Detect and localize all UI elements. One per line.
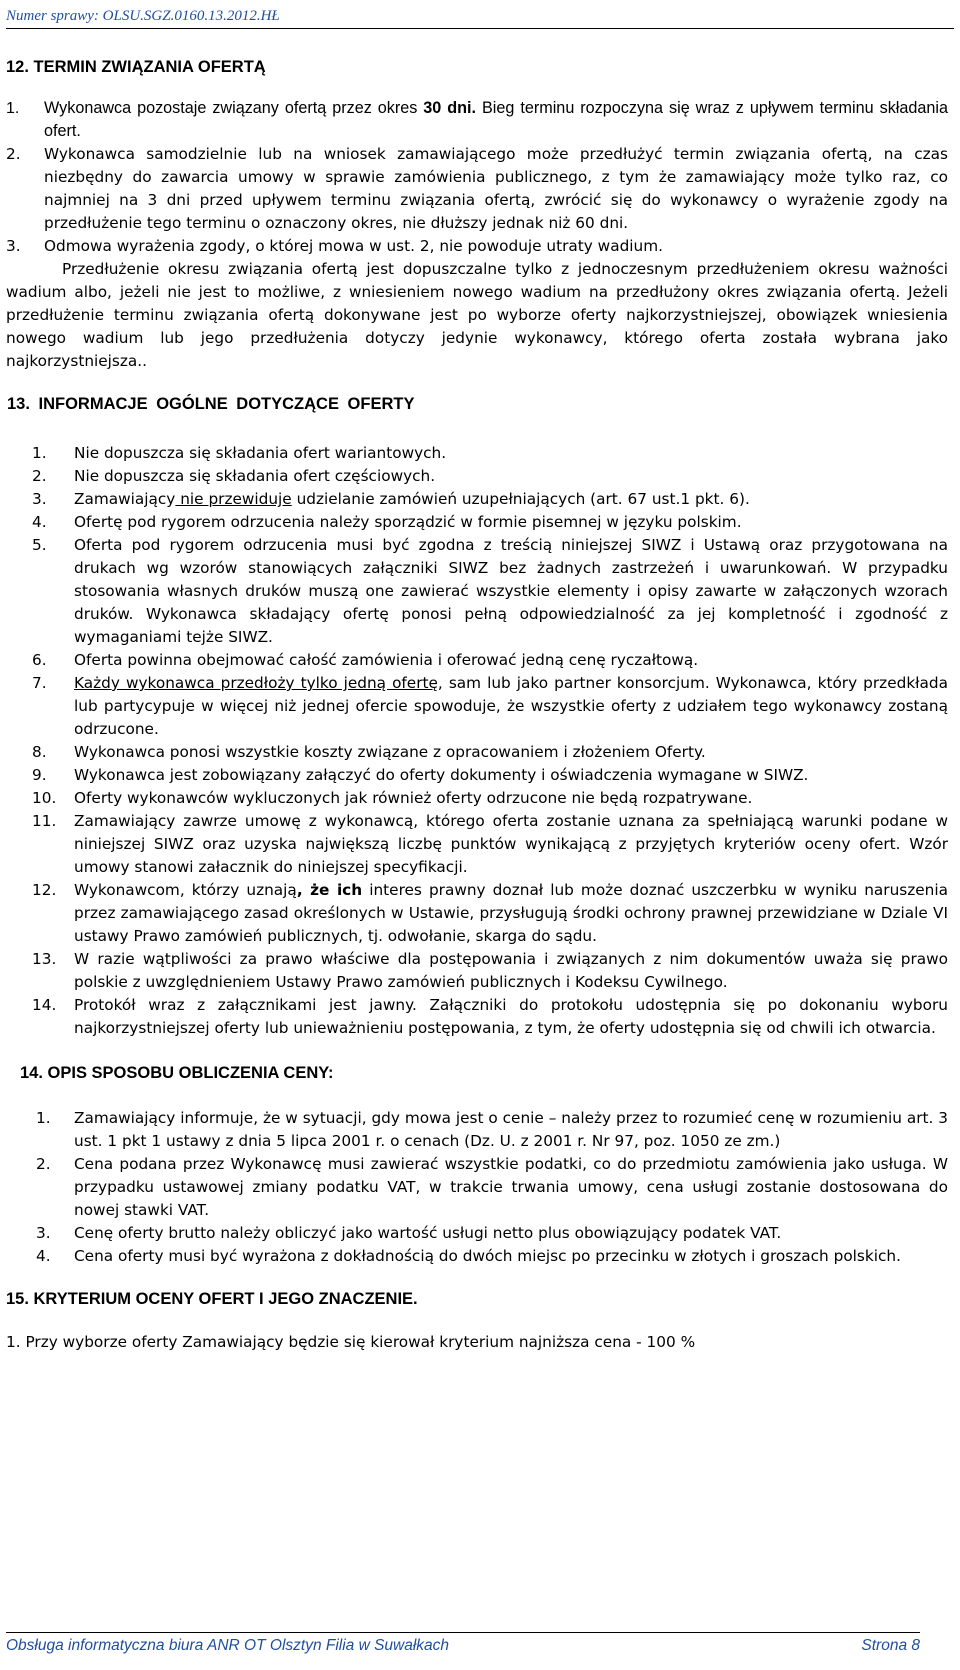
item-text: Odmowa wyrażenia zgody, o której mowa w ust. 2, nie powoduje utraty wadium. <box>44 237 663 255</box>
item-text-post: udzielanie zamówień uzupełniających (art. 67 ust.1 pkt. 6). <box>291 490 750 508</box>
item-text: Cenę oferty brutto należy obliczyć jako wartość usługi netto plus obowiązujący podatek VAT. <box>74 1224 782 1242</box>
item-number: 2. <box>6 145 21 163</box>
item-text: Ofertę pod rygorem odrzucenia należy sporządzić w formie pisemnej w języku polskim. <box>74 513 742 531</box>
item-text: Oferty wykonawców wykluczonych jak również oferty odrzucone nie będą rozpatrywane. <box>74 789 753 807</box>
section-13-list <box>6 442 948 1040</box>
item-number: 9. <box>32 766 47 784</box>
item-number: 10. <box>32 789 57 807</box>
item-text: Protokół wraz z załącznikami jest jawny. Załączniki do protokołu udostępnia się po dokonaniu wyboru najkorzystniejszej oferty lub unieważnieniu postępowania, z tym, że oferty udostępnia się od chwili ich otwarcia. <box>74 996 948 1037</box>
footer-office: Obsługa informatyczna biura ANR OT Olsztyn Filia w Suwałkach <box>6 1637 450 1654</box>
case-number: OLSU.SGZ.0160.13.2012.HŁ <box>102 8 280 24</box>
list-item <box>6 143 948 235</box>
section-12-paragraph: Przedłużenie okresu związania ofertą jest dopuszczalne tylko z jednoczesnym przedłużeniem okresu ważności wadium albo, jeżeli nie jest to możliwe, z wniesieniem nowego wadium na przedłużony okres związania ofertą. Jeżeli przedłużenie terminu związania ofertą dokonywane jest po wyborze oferty najkorzystniejszej, obowiązek wniesienia nowego wadium lub jego przedłużenia dotyczy jedynie wykonawcy, którego oferta została wybrana jako najkorzystniejsza.. <box>6 260 948 370</box>
section-12-title: 12. TERMIN ZWIĄZANIA OFERTĄ <box>6 58 266 76</box>
item-text: Cena oferty musi być wyrażona z dokładnością do dwóch miejsc po przecinku w złotych i groszach polskich. <box>74 1247 901 1265</box>
item-text: Nie dopuszcza się składania ofert wariantowych. <box>74 444 447 462</box>
list-item <box>6 97 948 143</box>
list-item <box>36 1107 948 1153</box>
item-number: 1. <box>32 444 47 462</box>
item-text <box>74 672 948 741</box>
item-number: 3. <box>32 490 47 508</box>
page-number: Strona 8 <box>861 1637 920 1654</box>
list-item <box>36 1245 948 1268</box>
document-body <box>6 52 948 1354</box>
item-text-pre: Wykonawcom, którzy uznają <box>74 881 297 899</box>
item-number: 5. <box>32 536 47 554</box>
item-text: Cena podana przez Wykonawcę musi zawierać wszystkie podatki, co do przedmiotu zamówienia jako usługa. W przypadku ustawowej zmiany podatku VAT, w trakcie trwania umowy, cena usługi zostanie dostosowana do nowej stawki VAT. <box>74 1155 948 1219</box>
item-text-post: interes prawny doznał lub może doznać uszczerbku w wyniku naruszenia przez zamawiającego zasad określonych w Ustawie, przysługują środki ochrony prawnej przewidziane w Dziale VI ustawy Prawo zamówień publicznych, tj. odwołanie, skarga do sądu. <box>74 881 948 945</box>
list-item <box>32 764 948 787</box>
item-number: 1. <box>6 100 20 117</box>
item-text <box>74 879 948 948</box>
item-text-underline: nie przewiduje <box>175 490 292 508</box>
item-number: 11. <box>32 812 57 830</box>
list-item <box>32 442 948 465</box>
page-header <box>6 4 954 29</box>
item-text-post: Bieg terminu rozpoczyna się wraz z upływem terminu składania ofert. <box>44 99 948 140</box>
item-text: Oferta pod rygorem odrzucenia musi być zgodna z treścią niniejszej SIWZ i Ustawą oraz przygotowana na drukach wg wzorów stanowiących załączniki SIWZ bez żadnych zastrzeżeń i uwarunkowań. W przypadku stosowania własnych druków muszą one zawierać wszystkie elementy i opisy zawarte w załączonych wzorach druków. Wykonawca składający ofertę ponosi pełną odpowiedzialność za jej kompletność i zgodność z wymaganiami tejże SIWZ. <box>74 536 948 646</box>
item-text: Wykonawca ponosi wszystkie koszty związane z opracowaniem i złożeniem Oferty. <box>74 743 706 761</box>
item-number: 6. <box>32 651 47 669</box>
item-text-pre: Zamawiający <box>74 490 176 508</box>
section-14-title: 14. OPIS SPOSOBU OBLICZENIA CENY: <box>20 1064 334 1082</box>
list-item <box>32 649 948 672</box>
case-label: Numer sprawy: <box>6 8 99 24</box>
item-number: 8. <box>32 743 47 761</box>
list-item <box>6 235 948 258</box>
section-14-list <box>6 1107 948 1268</box>
item-text: Zamawiający informuje, że w sytuacji, gdy mowa jest o cenie – należy przez to rozumieć cenę w rozumieniu art. 3 ust. 1 pkt 1 ustawy z dnia 5 lipca 2001 r. o cenach (Dz. U. z 2001 r. Nr 97, poz. 1050 ze zm.) <box>74 1109 948 1150</box>
item-number: 3. <box>36 1224 51 1242</box>
item-text-underline: Każdy wykonawca przedłoży tylko jedną ofertę <box>74 674 438 692</box>
list-item <box>32 741 948 764</box>
list-item <box>32 511 948 534</box>
list-item <box>36 1222 948 1245</box>
list-item <box>32 534 948 649</box>
item-number: 4. <box>36 1247 51 1265</box>
item-number: 1. <box>36 1109 51 1127</box>
item-text-pre: Wykonawca pozostaje związany ofertą przez okres <box>44 99 424 117</box>
item-text: Wykonawca samodzielnie lub na wniosek zamawiającego może przedłużyć termin związania ofertą, na czas niezbędny do zawarcia umowy w sprawie zamówienia publicznego, z tym że zamawiający może tylko raz, co najmniej na 3 dni przed upływem terminu związania ofertą, zwrócić się do wykonawcy o wyrażenie zgody na przedłużenie tego terminu o oznaczony okres, nie dłuższy jednak niż 60 dni. <box>44 145 948 232</box>
section-15-title: 15. KRYTERIUM OCENY OFERT I JEGO ZNACZENIE. <box>6 1290 418 1308</box>
item-number: 12. <box>32 881 57 899</box>
list-item <box>32 810 948 879</box>
list-item <box>32 948 948 994</box>
item-text: Zamawiający zawrze umowę z wykonawcą, którego oferta zostanie uznana za spełniającą warunki podane w niniejszej SIWZ oraz uzyska największą liczbę punktów wynikającą z przyjętych kryteriów oceny ofert. Wzór umowy stanowi załacznik do niniejszej specyfikacji. <box>74 812 948 876</box>
item-text-bold: , że ich <box>296 881 363 899</box>
list-item <box>32 488 948 511</box>
item-text <box>44 97 948 143</box>
list-item <box>32 994 948 1040</box>
list-item <box>32 879 948 948</box>
page-footer <box>6 1632 920 1659</box>
item-text-bold: 30 dni. <box>423 99 477 117</box>
item-number: 3. <box>6 237 21 255</box>
list-item <box>36 1153 948 1222</box>
item-number: 2. <box>32 467 47 485</box>
section-12-list <box>6 97 948 258</box>
section-13-title: 13. INFORMACJE OGÓLNE DOTYCZĄCE OFERTY <box>7 395 415 413</box>
item-text: Wykonawca jest zobowiązany załączyć do oferty dokumenty i oświadczenia wymagane w SIWZ. <box>74 766 809 784</box>
section-15-item: 1. Przy wyborze oferty Zamawiający będzie się kierował kryterium najniższa cena - 100 % <box>6 1333 696 1351</box>
item-number: 7. <box>32 674 47 692</box>
item-text <box>74 488 948 511</box>
item-number: 4. <box>32 513 47 531</box>
item-number: 13. <box>32 950 57 968</box>
item-text-post: , sam lub jako partner konsorcjum. Wykonawca, który przedkłada lub partycypuje w więcej niż jednej ofercie spowoduje, że wszystkie oferty z udziałem tego wykonawcy zostaną odrzucone. <box>74 674 948 738</box>
item-number: 14. <box>32 996 57 1014</box>
item-number: 2. <box>36 1155 51 1173</box>
list-item <box>32 465 948 488</box>
item-text: W razie wątpliwości za prawo właściwe dla postępowania i związanych z nim dokumentów uważa się prawo polskie z uwzględnieniem Ustawy Prawo zamówień publicznych i Kodeksu Cywilnego. <box>74 950 948 991</box>
item-text: Nie dopuszcza się składania ofert częściowych. <box>74 467 436 485</box>
item-text: Oferta powinna obejmować całość zamówienia i oferować jedną cenę ryczałtową. <box>74 651 699 669</box>
list-item <box>32 787 948 810</box>
list-item <box>32 672 948 741</box>
